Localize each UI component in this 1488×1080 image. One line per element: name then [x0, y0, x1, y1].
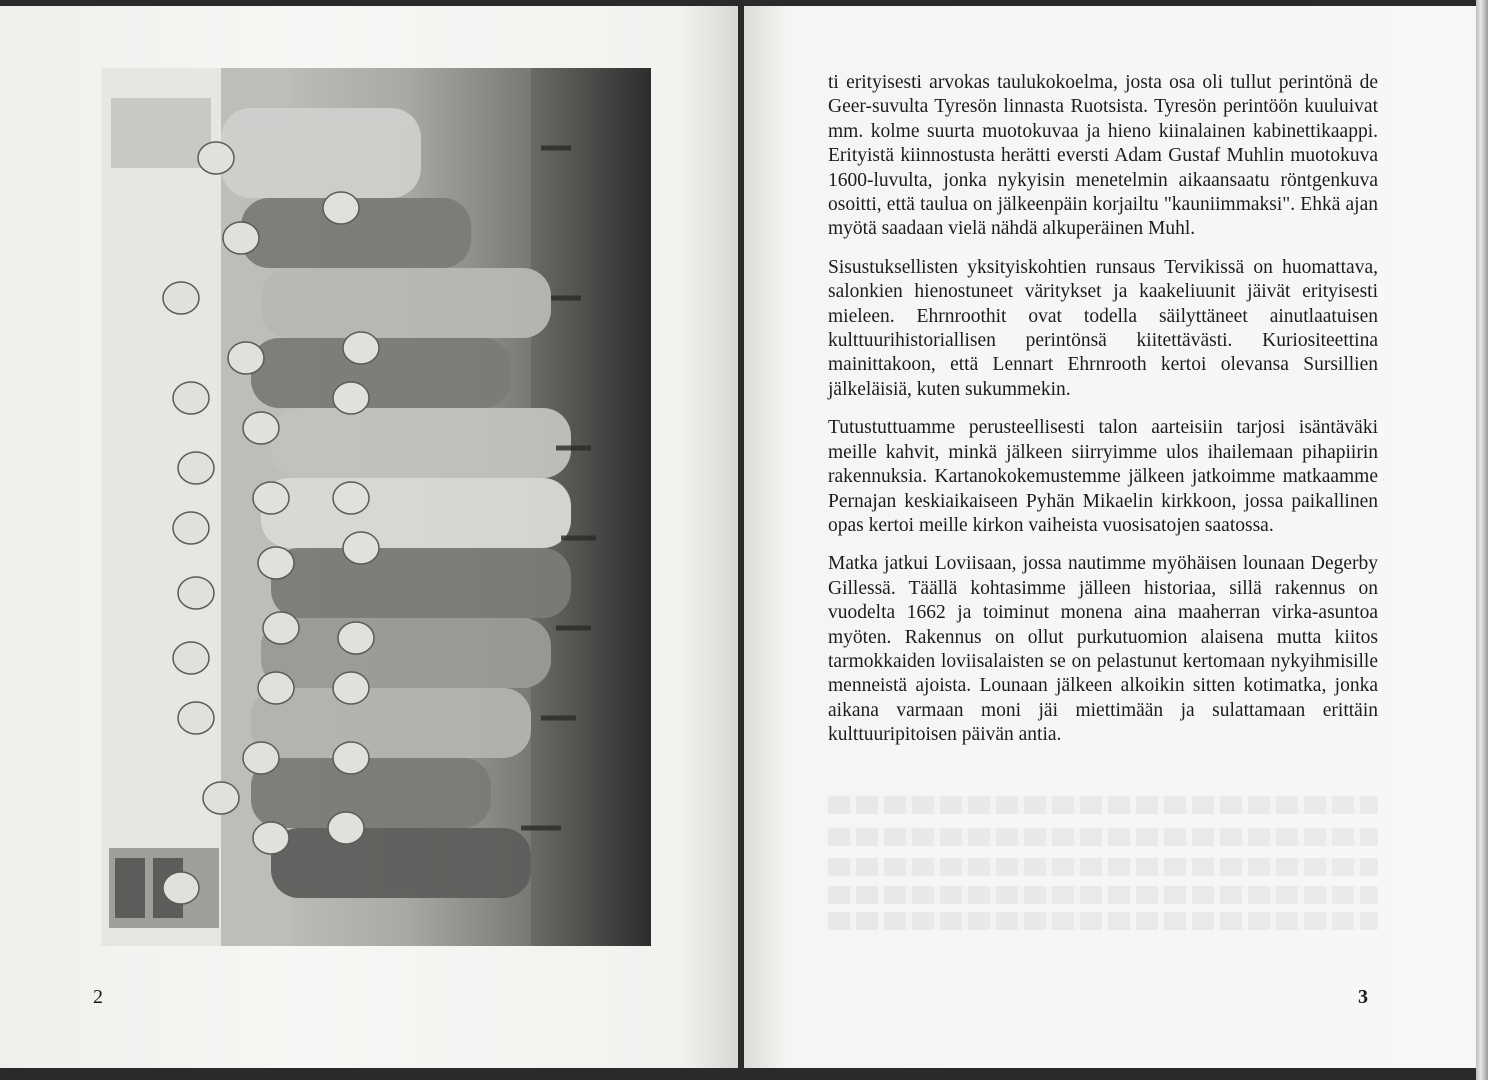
- group-photo: [101, 68, 651, 946]
- paragraph: ti erityisesti arvokas taulukokoelma, josta osa oli tullut perintönä de Geer-suvulta Tyresön linnasta Ruotsista. Tyresön perintöön kuuluivat mm. kolme suurta muotokuvaa ja hieno kiinalainen kabinettikaappi. Erityistä kiinnostusta herätti eversti Adam Gustaf Muhlin muotokuva 1600-luvulta, jonka nykyisin menetelmin aikaansaatu röntgenkuva osoitti, että taulua on jälkeenpäin korjailtu "kauniimmaksi". Ehkä ajan myötä saadaan vielä nähdä alkuperäinen Muhl.: [828, 72, 1378, 240]
- show-through-line: [828, 828, 1378, 846]
- page-number-left: 2: [93, 986, 103, 1008]
- paragraph: Matka jatkui Loviisaan, jossa nautimme myöhäisen lounaan Degerby Gillessä. Täällä kohtasimme jälleen historiaa, sillä rakennus on vuodelta 1662 ja toiminut monena aina maaherran virka-asuntoa myöten. Rakennus on ollut purkutuomion alaisena mutta kiitos tarmokkaiden loviisalaisten se on pelastunut kertomaan nykyihmisille menneistä ajoista. Lounaan jälkeen alkoikin sitten kotimatka, jonka aikana varmaan moni jäi miettimään ja sulattamaan erittäin kulttuuripitoisen päivän antia.: [828, 553, 1378, 746]
- show-through-line: [828, 886, 1378, 904]
- body-text: [828, 71, 1378, 762]
- group-photo-icon: [101, 68, 651, 946]
- page-number-right: 3: [1358, 986, 1368, 1008]
- paragraph: Tutustuttuamme perusteellisesti talon aarteisiin tarjosi isäntäväki meille kahvit, minkä jälkeen siirryimme ulos ihailemaan pihapiirin rakennuksia. Kartanokokemustemme jälkeen jatkoimme matkaamme Pernajan keskiaikaiseen Pyhän Mikaelin kirkkoon, jossa paikallinen opas kertoi meille kirkon vaiheista vuosisatojen saatossa.: [828, 417, 1378, 536]
- paragraph: Sisustuksellisten yksityiskohtien runsaus Tervikissä on huomattava, salonkien hienostuneet väritykset ja kaakeliuunit jäivät erityisesti mieleen. Ehrnroothit ovat todella säilyttäneet ainutlaatuisen kulttuurihistoriallisen perintönsä kiitettävästi. Kuriositeettina mainittakoon, että Lennart Ehrnrooth kertoi olevansa Sursillien jälkeläisiä, kuten sukummekin.: [828, 256, 1378, 400]
- left-page: [0, 6, 738, 1068]
- show-through-line: [828, 912, 1378, 930]
- page-edge: [1476, 0, 1488, 1080]
- right-page: [744, 6, 1476, 1068]
- show-through-line: [828, 858, 1378, 876]
- show-through-line: [828, 796, 1378, 814]
